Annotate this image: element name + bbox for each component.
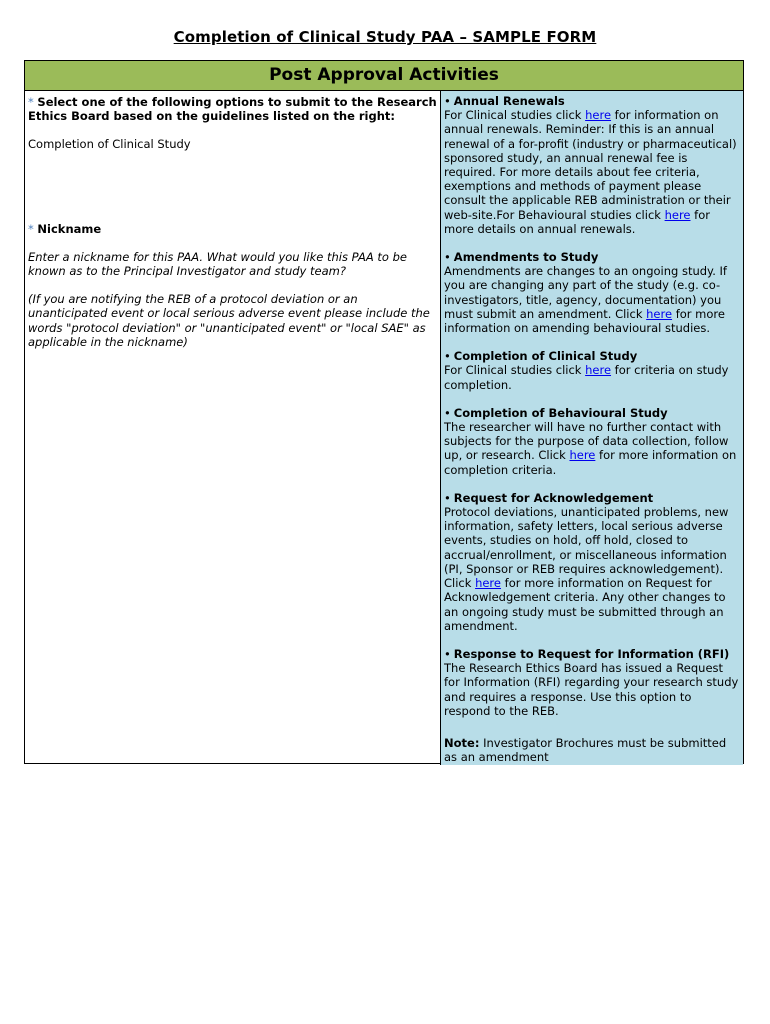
nickname-deviation-help-text: (If you are notifying the REB of a protocol deviation or an unanticipated event or local serious adverse event please include the words "protocol deviation" or "unanticipated event" or "local SAE" as applicable in the nickname) xyxy=(28,292,430,349)
guideline-text: Amendments are changes to an ongoing study. If you are changing any part of the study (e.g. co-investigators, title, agency, documentation) you must submit an amendment. Click xyxy=(444,264,727,321)
paa-form xyxy=(24,60,744,764)
guideline-text: For Clinical studies click xyxy=(444,363,586,378)
select-option-text: Select one of the following options to submit to the Research Ethics Board based on the guidelines listed on the right: xyxy=(28,95,437,124)
document-title: Completion of Clinical Study PAA – SAMPLE FORM xyxy=(173,28,597,46)
bullet-icon: • xyxy=(444,490,451,505)
guideline-text: for more information on completion criteria. xyxy=(444,448,737,477)
guideline-text: for more information on Request for Acknowledgement criteria. Any other changes to an ongoing study must be submitted through an amendment. xyxy=(444,576,726,633)
paa-type-value[interactable]: Completion of Clinical Study xyxy=(28,137,191,152)
guideline-annual-renewals xyxy=(444,94,740,236)
annual-behavioural-here-link[interactable]: here xyxy=(664,207,691,222)
bullet-icon: • xyxy=(444,405,451,420)
select-option-label xyxy=(28,95,437,123)
form-columns xyxy=(25,91,743,765)
bullet-icon: • xyxy=(444,646,451,661)
guideline-heading: Annual Renewals xyxy=(453,94,565,108)
guideline-completion-clinical xyxy=(444,349,740,392)
guideline-response-rfi xyxy=(444,647,740,718)
guideline-text: Protocol deviations, unanticipated problems, new information, safety letters, local serious adverse events, studies on hold, off hold, closed to accrual/enrollment, or miscellaneous information (PI, Sponsor or REB requires acknowledgement). Click xyxy=(444,505,729,591)
amendments-here-link[interactable]: here xyxy=(646,306,673,321)
required-marker: * xyxy=(28,221,34,236)
guideline-text: The researcher will have no further contact with subjects for the purpose of data collection, follow up, or research. Click xyxy=(444,420,729,463)
guideline-heading: Amendments to Study xyxy=(453,250,599,265)
bullet-icon: • xyxy=(444,250,451,265)
nickname-help-text: Enter a nickname for this PAA. What would you like this PAA to be known as to the Principal Investigator and study team? xyxy=(28,249,407,279)
acknowledgement-here-link[interactable]: here xyxy=(475,576,501,591)
guideline-text: for criteria on study completion. xyxy=(444,363,729,392)
bullet-icon: • xyxy=(444,94,451,108)
note-text: Investigator Brochures must be submitted as an amendment xyxy=(444,735,727,765)
guideline-amendments xyxy=(444,250,740,335)
nickname-label-text: Nickname xyxy=(37,221,102,236)
guideline-heading: Request for Acknowledgement xyxy=(453,490,654,505)
guideline-note xyxy=(444,736,740,764)
clinical-completion-here-link[interactable]: here xyxy=(585,363,612,378)
annual-clinical-here-link[interactable]: here xyxy=(585,108,612,123)
note-label: Note: xyxy=(444,735,480,750)
guideline-text: for more information on amending behavioural studies. xyxy=(444,306,725,336)
guidelines-column xyxy=(441,91,743,765)
guideline-text: For Clinical studies click xyxy=(444,108,586,123)
behavioural-completion-here-link[interactable]: here xyxy=(569,448,596,463)
guideline-completion-behavioural xyxy=(444,406,740,477)
guideline-heading: Completion of Behavioural Study xyxy=(453,405,668,420)
guideline-text: for information on annual renewals. Reminder: If this is an annual renewal of a for-profit (industry or pharmaceutical) sponsored study, an annual renewal fee is required. For more details about fee criteria, exemptions and methods of payment please consult the applicable REB administration or their web-site.For Behavioural studies click xyxy=(444,108,737,222)
required-marker: * xyxy=(28,95,34,109)
guideline-heading: Response to Request for Information (RFI) xyxy=(453,646,730,661)
bullet-icon: • xyxy=(444,349,451,364)
guideline-text: for more details on annual renewals. xyxy=(444,207,710,236)
guideline-request-acknowledgement xyxy=(444,491,740,633)
nickname-label xyxy=(28,222,437,236)
form-fields-column xyxy=(25,91,441,765)
guideline-text: The Research Ethics Board has issued a Request for Information (RFI) regarding your research study and requires a response. Use this option to respond to the REB. xyxy=(444,661,739,718)
section-header: Post Approval Activities xyxy=(25,61,743,91)
guideline-heading: Completion of Clinical Study xyxy=(453,349,638,364)
